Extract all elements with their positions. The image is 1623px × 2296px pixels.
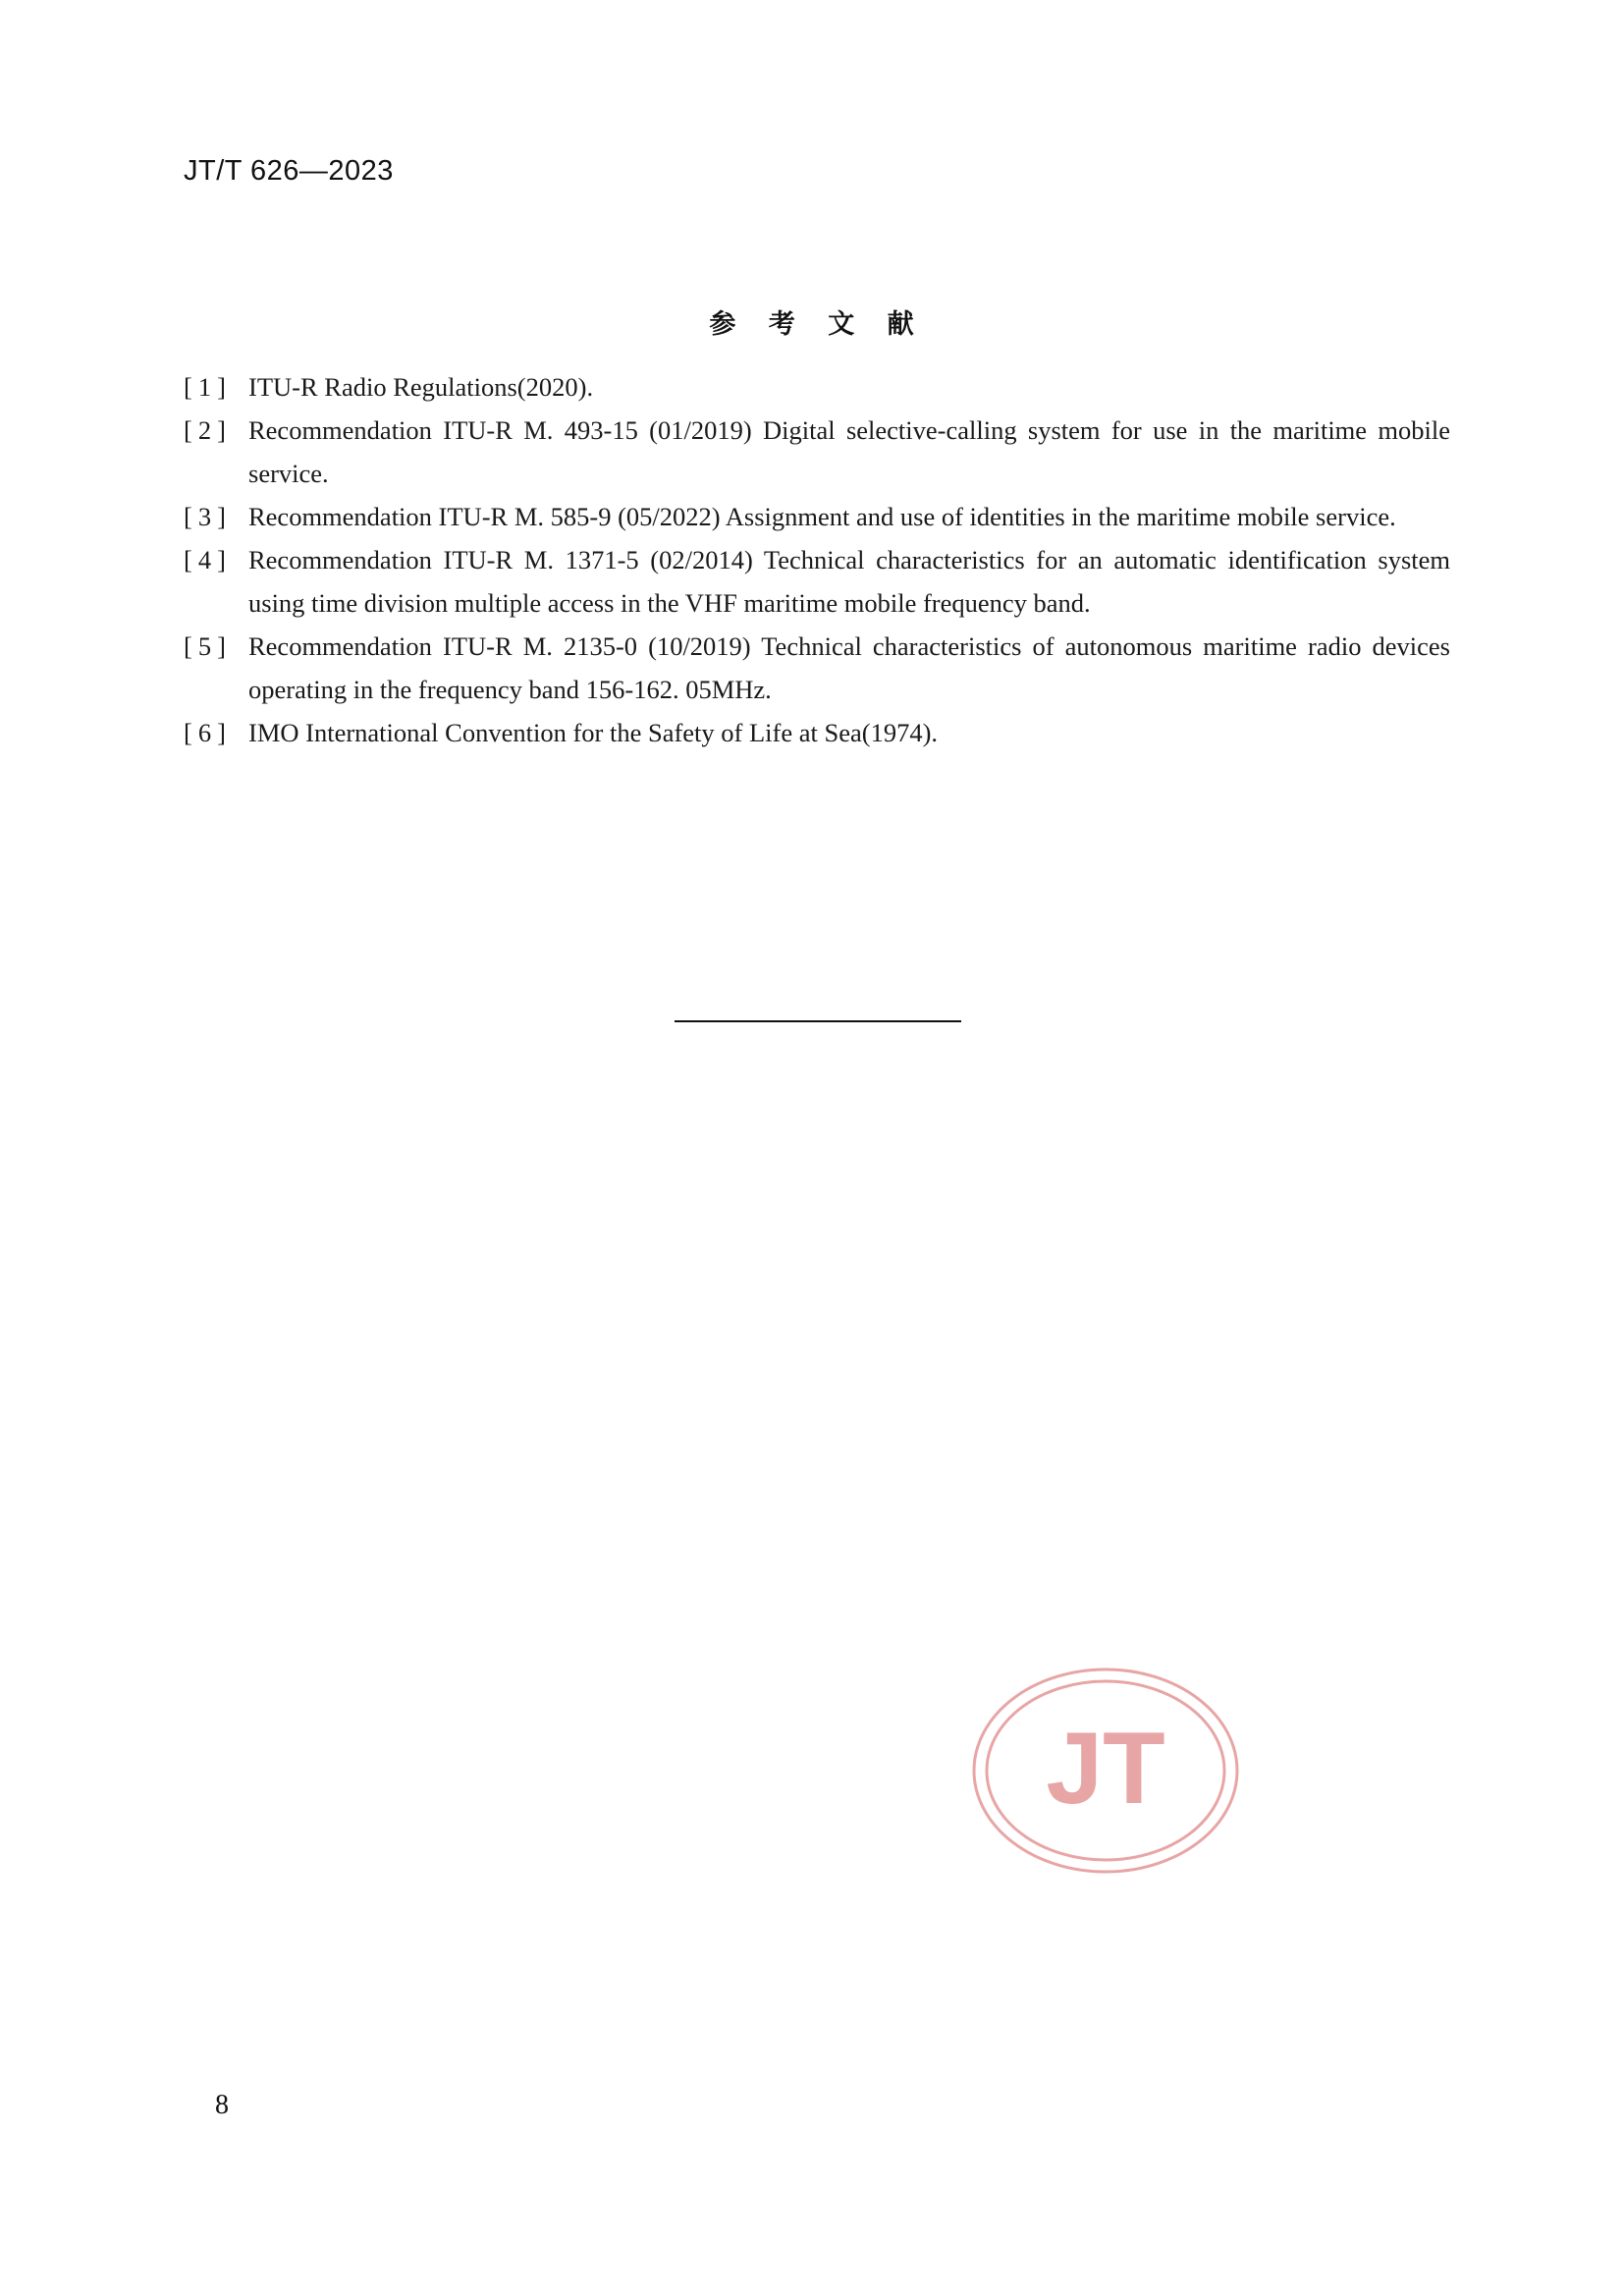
reference-number: [2]	[184, 415, 232, 445]
reference-number: [1]	[184, 372, 232, 402]
reference-text: IMO International Convention for the Safety of Life at Sea(1974).	[248, 718, 939, 747]
watermark-text: JT	[1046, 1712, 1165, 1826]
standard-code: JT/T 626—2023	[184, 155, 394, 187]
reference-item	[184, 365, 1450, 409]
reference-number: [4]	[184, 545, 232, 574]
references-title: 参 考 文 献	[709, 309, 926, 340]
end-of-text-rule	[675, 1020, 961, 1022]
reference-text: Recommendation ITU-R M. 585-9 (05/2022) Assignment and use of identities in the maritime mobile service.	[248, 502, 1396, 531]
jt-watermark-stamp	[970, 1666, 1241, 1877]
reference-item	[184, 711, 1450, 754]
reference-number: [6]	[184, 718, 232, 747]
reference-item	[184, 495, 1450, 538]
reference-text: Recommendation ITU-R M. 2135-0 (10/2019) Technical characteristics of autonomous maritime radio devices operating in the frequency band 156-162. 05MHz.	[248, 631, 1450, 704]
reference-number: [3]	[184, 502, 232, 531]
reference-text: ITU-R Radio Regulations(2020).	[248, 372, 594, 402]
reference-item	[184, 538, 1450, 625]
references-list	[184, 365, 1450, 754]
reference-text: Recommendation ITU-R M. 493-15 (01/2019) Digital selective-calling system for use in the maritime mobile service.	[248, 415, 1450, 488]
reference-text: Recommendation ITU-R M. 1371-5 (02/2014) Technical characteristics for an automatic identification system using time division multiple access in the VHF maritime mobile frequency band.	[248, 545, 1450, 618]
reference-item	[184, 625, 1450, 711]
reference-number: [5]	[184, 631, 232, 661]
reference-item	[184, 409, 1450, 495]
page-number: 8	[215, 2090, 229, 2120]
